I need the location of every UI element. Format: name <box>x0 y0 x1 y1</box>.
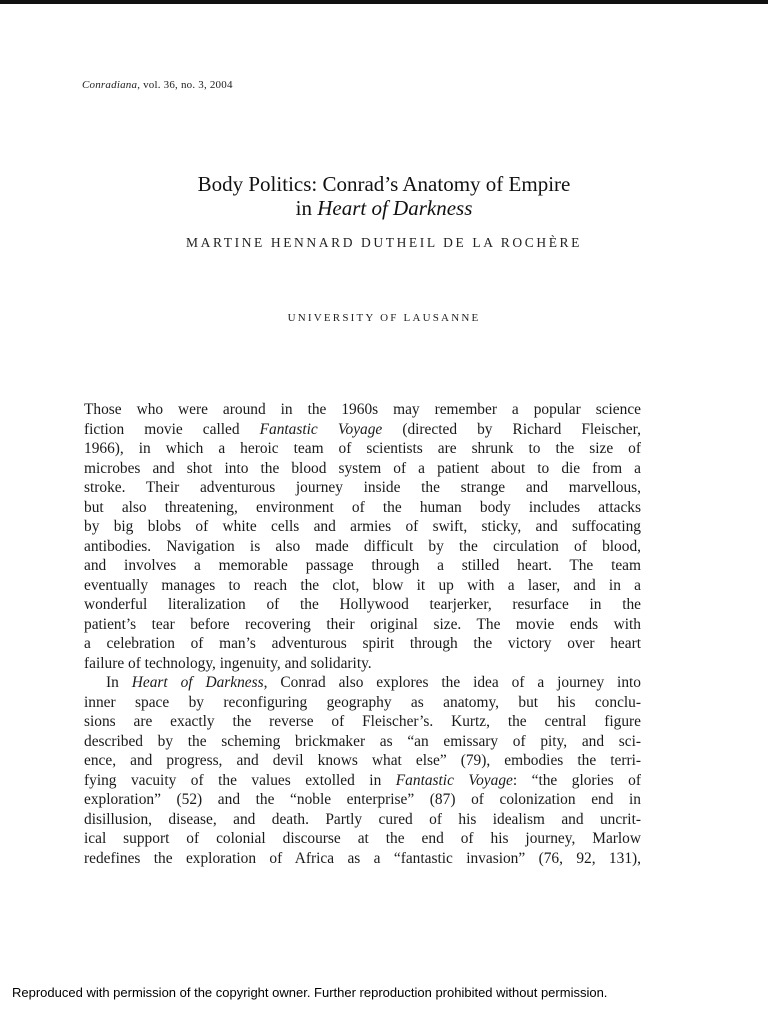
text-line: ical support of colonial discourse at the end of his journey, Marlow <box>84 830 641 847</box>
text-line: sions are exactly the reverse of Fleischer’s. Kurtz, the central figure <box>84 713 641 730</box>
text-line: Those who were around in the 1960s may remember a popular science <box>84 401 641 418</box>
text-line: described by the scheming brickmaker as “an emissary of pity, and sci- <box>84 732 641 750</box>
copyright-notice: Reproduced with permission of the copyright owner. Further reproduction prohibited without permission. <box>12 985 608 1000</box>
text-run: fying vacuity of the values extolled in <box>84 771 396 789</box>
title-line2-italic: Heart of Darkness <box>317 196 473 220</box>
text-line <box>84 771 641 791</box>
text-line: eventually manages to reach the clot, blow it up with a laser, and in a <box>84 576 641 594</box>
author-name: MARTINE HENNARD DUTHEIL DE LA ROCHÈRE <box>186 235 582 250</box>
text-run: In <box>106 674 132 691</box>
text-line: patient’s tear before recovering their original size. The movie ends with <box>84 615 641 633</box>
text-line: ence, and progress, and devil knows what else” (79), embodies the terri- <box>84 752 641 769</box>
italic-book-title: Heart of Darkness <box>131 674 264 691</box>
text-line: failure of technology, ingenuity, and solidarity. <box>84 654 372 672</box>
article-body <box>84 400 641 868</box>
italic-film-title: Fantastic Voyage <box>395 771 513 789</box>
text-line: wonderful literalization of the Hollywood tearjerker, resurface in the <box>84 596 641 613</box>
article-title-line1: Body Politics: Conrad’s Anatomy of Empire <box>197 172 571 196</box>
author-affiliation: UNIVERSITY OF LAUSANNE <box>287 312 481 324</box>
text-line: disillusion, disease, and death. Partly cured of his idealism and uncrit- <box>84 810 641 828</box>
paragraph-2 <box>84 673 641 868</box>
text-line: inner space by reconfiguring geography as anatomy, but his conclu- <box>84 693 641 711</box>
text-line: stroke. Their adventurous journey inside the strange and marvellous, <box>84 479 641 496</box>
text-line: redefines the exploration of Africa as a “fantastic invasion” (76, 92, 131), <box>84 849 641 867</box>
text-line: microbes and shot into the blood system of a patient about to die from a <box>84 459 641 477</box>
text-line <box>84 420 641 440</box>
text-line: 1966), in which a heroic team of scientists are shrunk to the size of <box>84 440 641 457</box>
text-run: , Conrad also explores the idea of a journey into <box>263 674 642 691</box>
text-line: exploration” (52) and the “noble enterprise” (87) of colonization end in <box>84 791 641 808</box>
journal-name: Conradiana <box>82 79 138 91</box>
text-line: a celebration of man’s adventurous spirit through the victory over heart <box>84 635 641 652</box>
journal-citation <box>82 79 233 91</box>
page-top-border <box>0 0 768 4</box>
journal-details: , vol. 36, no. 3, 2004 <box>137 79 233 91</box>
article-title-line2 <box>0 196 768 220</box>
paragraph-1 <box>84 400 641 673</box>
title-line2-prefix: in <box>295 196 318 220</box>
text-run: fiction movie called <box>84 420 260 438</box>
italic-film-title: Fantastic Voyage <box>259 420 383 438</box>
text-line <box>84 673 641 693</box>
text-line: antibodies. Navigation is also made difficult by the circulation of blood, <box>84 537 641 555</box>
text-run: (directed by Richard Fleischer, <box>382 420 641 438</box>
text-run: : “the glories of <box>512 771 641 789</box>
text-line: and involves a memorable passage through a stilled heart. The team <box>84 557 641 574</box>
text-line: but also threatening, environment of the human body includes attacks <box>84 498 641 516</box>
text-line: by big blobs of white cells and armies of swift, sticky, and suffocating <box>84 518 641 535</box>
